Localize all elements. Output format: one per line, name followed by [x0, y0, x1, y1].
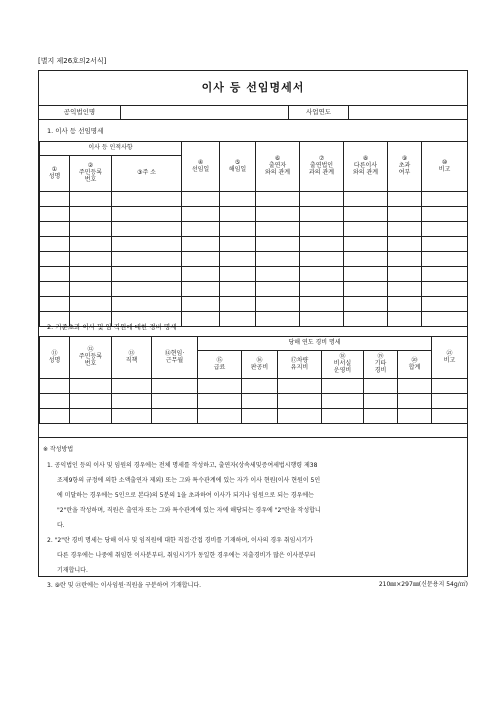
- col-address: ③주 소: [112, 156, 182, 192]
- director-cell[interactable]: [256, 252, 300, 267]
- director-cell[interactable]: [256, 312, 300, 327]
- director-cell[interactable]: [70, 222, 112, 237]
- col-remarks: ⑩ 비고: [422, 142, 468, 192]
- expense-cell[interactable]: [432, 379, 468, 394]
- instruction-line: 조제9항의 규정에 의한 소액출연자 제외) 또는 그와 특수관계에 있는 자가 이사 현원(이사 현원이 5인: [57, 477, 321, 484]
- director-cell[interactable]: [344, 312, 388, 327]
- director-cell[interactable]: [344, 222, 388, 237]
- expense-subcol: ⑳ 합계: [398, 351, 432, 379]
- director-cell[interactable]: [344, 297, 388, 312]
- director-cell[interactable]: [300, 297, 344, 312]
- director-row: [40, 222, 468, 237]
- director-cell[interactable]: [182, 207, 220, 222]
- director-row: [40, 237, 468, 252]
- director-cell[interactable]: [388, 207, 422, 222]
- expense-subcol: ⑰차량 유지비: [278, 351, 322, 379]
- director-cell[interactable]: [300, 312, 344, 327]
- col-dismiss-date: ⑤ 해임일: [220, 142, 256, 192]
- director-cell[interactable]: [256, 297, 300, 312]
- expense-cell[interactable]: [398, 394, 432, 409]
- director-cell[interactable]: [182, 297, 220, 312]
- instruction-line: 다른 경우에는 나중에 취임한 이사분부터, 취임시기가 동일한 경우에는 지출경비가 많은 이사분부터: [57, 552, 316, 559]
- instruction-line: 2. "2"란 경비 명세는 당해 이사 및 임직원에 대한 직접·간접 경비를 기재하며, 이사의 경우 취임시기가: [47, 537, 313, 544]
- director-cell[interactable]: [422, 252, 468, 267]
- expense-cell[interactable]: [278, 394, 322, 409]
- director-row: [40, 252, 468, 267]
- director-row: [40, 207, 468, 222]
- director-cell[interactable]: [220, 222, 256, 237]
- director-cell[interactable]: [182, 267, 220, 282]
- director-cell[interactable]: [40, 222, 70, 237]
- director-cell[interactable]: [70, 282, 112, 297]
- expense-cell[interactable]: [40, 379, 70, 394]
- director-cell[interactable]: [220, 282, 256, 297]
- director-cell[interactable]: [70, 267, 112, 282]
- director-cell[interactable]: [182, 282, 220, 297]
- director-cell[interactable]: [220, 237, 256, 252]
- director-cell[interactable]: [388, 282, 422, 297]
- director-cell[interactable]: [220, 192, 256, 207]
- expense-cell[interactable]: [278, 379, 322, 394]
- expense-row: [40, 394, 468, 409]
- director-cell[interactable]: [256, 222, 300, 237]
- director-row: [40, 282, 468, 297]
- instruction-line: 다.: [57, 522, 65, 529]
- expense-cell[interactable]: [242, 394, 278, 409]
- director-cell[interactable]: [70, 297, 112, 312]
- expense-cell[interactable]: [40, 409, 70, 424]
- expense-cell[interactable]: [198, 409, 242, 424]
- expense-cell[interactable]: [70, 379, 112, 394]
- director-row: [40, 267, 468, 282]
- expense-cell[interactable]: [364, 394, 398, 409]
- director-cell[interactable]: [422, 297, 468, 312]
- director-cell[interactable]: [300, 207, 344, 222]
- instruction-line: 1. 공익법인 등의 이사 및 임원의 경우에는 전체 명세를 작성하고, 출연자(상속세및증여세법시행령 제38: [47, 462, 318, 469]
- personal-info-group: 이사 등 인적사항: [40, 142, 182, 156]
- director-cell[interactable]: [388, 252, 422, 267]
- director-cell[interactable]: [40, 237, 70, 252]
- exp-col-remarks: ㉑ 비고: [432, 337, 468, 379]
- director-cell[interactable]: [422, 222, 468, 237]
- director-cell[interactable]: [112, 207, 182, 222]
- director-cell[interactable]: [256, 207, 300, 222]
- expense-cell[interactable]: [432, 394, 468, 409]
- director-cell[interactable]: [422, 267, 468, 282]
- exp-col-id: ⑫ 주민등록 번호: [70, 337, 112, 379]
- director-cell[interactable]: [182, 237, 220, 252]
- director-cell[interactable]: [220, 312, 256, 327]
- expense-cell[interactable]: [112, 394, 152, 409]
- expense-cell[interactable]: [198, 394, 242, 409]
- corp-name-field[interactable]: [121, 105, 289, 119]
- director-cell[interactable]: [344, 207, 388, 222]
- expense-subcol: ⑯ 판공비: [242, 351, 278, 379]
- col-rel-contributor: ⑥ 출연자 와의 관계: [256, 142, 300, 192]
- fiscal-year-label: 사업연도: [289, 105, 349, 119]
- paper-size: 210㎜×297㎜(신문용지 54g/㎡): [378, 581, 468, 588]
- director-row: [40, 192, 468, 207]
- expense-cell[interactable]: [364, 379, 398, 394]
- director-cell[interactable]: [300, 252, 344, 267]
- director-cell[interactable]: [300, 282, 344, 297]
- expense-subcol: ⑲ 기타 경비: [364, 351, 398, 379]
- expense-cell[interactable]: [152, 409, 198, 424]
- expense-cell[interactable]: [112, 409, 152, 424]
- director-cell[interactable]: [112, 282, 182, 297]
- expense-cell[interactable]: [152, 394, 198, 409]
- instruction-line: 3. ⑨란 및 ㉑란에는 이사임원·직원을 구분하여 기재합니다.: [47, 582, 202, 589]
- director-cell[interactable]: [388, 297, 422, 312]
- director-cell[interactable]: [300, 192, 344, 207]
- director-cell[interactable]: [344, 192, 388, 207]
- expense-row: [40, 409, 468, 424]
- corp-name-label: 공익법인명: [39, 105, 121, 119]
- form-title: 이사 등 선임명세서: [39, 71, 467, 106]
- expense-cell[interactable]: [112, 379, 152, 394]
- director-cell[interactable]: [344, 267, 388, 282]
- director-cell[interactable]: [256, 237, 300, 252]
- director-cell[interactable]: [422, 282, 468, 297]
- director-cell[interactable]: [182, 252, 220, 267]
- form-number: [별지 제26호의2서식]: [38, 57, 107, 65]
- expense-cell[interactable]: [242, 379, 278, 394]
- director-cell[interactable]: [344, 237, 388, 252]
- director-cell[interactable]: [112, 192, 182, 207]
- instructions-title: ※ 작성방법: [43, 446, 74, 453]
- director-cell[interactable]: [112, 222, 182, 237]
- expense-row: [40, 379, 468, 394]
- exp-col-months: ⑭현임· 근무월: [152, 337, 198, 379]
- expense-cell[interactable]: [242, 409, 278, 424]
- exp-col-position: ⑬ 직책: [112, 337, 152, 379]
- director-cell[interactable]: [112, 237, 182, 252]
- col-excess: ⑨ 초과 여부: [388, 142, 422, 192]
- director-cell[interactable]: [40, 192, 70, 207]
- director-cell[interactable]: [422, 312, 468, 327]
- expense-cell[interactable]: [152, 379, 198, 394]
- director-table: [39, 141, 468, 327]
- director-cell[interactable]: [182, 192, 220, 207]
- expense-cell[interactable]: [322, 409, 364, 424]
- expense-subcol: ⑮ 급료: [198, 351, 242, 379]
- director-cell[interactable]: [422, 192, 468, 207]
- director-cell[interactable]: [112, 252, 182, 267]
- expense-table: [39, 336, 468, 424]
- director-cell[interactable]: [220, 297, 256, 312]
- fiscal-year-field[interactable]: [349, 105, 467, 119]
- header-row: [39, 105, 467, 120]
- director-cell[interactable]: [300, 222, 344, 237]
- expense-cell[interactable]: [198, 379, 242, 394]
- col-name: ① 성명: [40, 156, 70, 192]
- director-cell[interactable]: [182, 312, 220, 327]
- director-cell[interactable]: [40, 267, 70, 282]
- director-cell[interactable]: [40, 252, 70, 267]
- director-cell[interactable]: [388, 222, 422, 237]
- director-cell[interactable]: [256, 282, 300, 297]
- expense-subcol: ⑱ 비서실 운영비: [322, 351, 364, 379]
- expense-cell[interactable]: [398, 409, 432, 424]
- expense-cell[interactable]: [70, 409, 112, 424]
- director-cell[interactable]: [182, 222, 220, 237]
- director-cell[interactable]: [40, 297, 70, 312]
- instruction-line: "2"란을 작성하며, 직원은 출연자 또는 그와 특수관계에 있는 자에 해당되는 경우에 "2"란을 작성합니: [57, 507, 321, 514]
- director-cell[interactable]: [344, 282, 388, 297]
- expense-cell[interactable]: [40, 394, 70, 409]
- director-row: [40, 297, 468, 312]
- expense-cell[interactable]: [364, 409, 398, 424]
- director-cell[interactable]: [388, 267, 422, 282]
- director-cell[interactable]: [112, 267, 182, 282]
- director-cell[interactable]: [70, 207, 112, 222]
- col-rel-corp: ⑦ 출연법인 과의 관계: [300, 142, 344, 192]
- section1-heading: 1. 이사 등 선임명세: [47, 127, 104, 135]
- section2-heading: 2. 기준초과 이사 및 임·직원에 대한 경비 명세: [47, 323, 177, 331]
- expense-cell[interactable]: [70, 394, 112, 409]
- director-cell[interactable]: [256, 192, 300, 207]
- expense-cell[interactable]: [398, 379, 432, 394]
- expense-group: 당해 연도 경비 명세: [198, 337, 432, 351]
- director-cell[interactable]: [220, 267, 256, 282]
- col-id: ② 주민등록 번호: [70, 156, 112, 192]
- director-cell[interactable]: [388, 192, 422, 207]
- director-cell[interactable]: [300, 267, 344, 282]
- director-cell[interactable]: [388, 312, 422, 327]
- exp-col-name: ⑪ 성명: [40, 337, 70, 379]
- expense-cell[interactable]: [278, 409, 322, 424]
- director-cell[interactable]: [220, 252, 256, 267]
- director-cell[interactable]: [40, 207, 70, 222]
- director-cell[interactable]: [220, 207, 256, 222]
- instruction-line: 기재합니다.: [57, 567, 88, 574]
- expense-cell[interactable]: [322, 379, 364, 394]
- director-cell[interactable]: [112, 297, 182, 312]
- director-cell[interactable]: [422, 207, 468, 222]
- col-appoint-date: ④ 선임일: [182, 142, 220, 192]
- director-cell[interactable]: [300, 237, 344, 252]
- expense-cell[interactable]: [432, 409, 468, 424]
- director-cell[interactable]: [344, 252, 388, 267]
- director-cell[interactable]: [70, 252, 112, 267]
- instruction-line: 에 미달하는 경우에는 5인으로 본다)의 5분의 1을 초과하여 이사가 되거나 임원으로 되는 경우에는: [57, 492, 314, 499]
- director-cell[interactable]: [422, 237, 468, 252]
- director-cell[interactable]: [256, 267, 300, 282]
- director-cell[interactable]: [40, 282, 70, 297]
- col-rel-director: ⑧ 다른이사 와의 관계: [344, 142, 388, 192]
- director-cell[interactable]: [70, 192, 112, 207]
- expense-cell[interactable]: [322, 394, 364, 409]
- director-cell[interactable]: [388, 237, 422, 252]
- director-cell[interactable]: [70, 237, 112, 252]
